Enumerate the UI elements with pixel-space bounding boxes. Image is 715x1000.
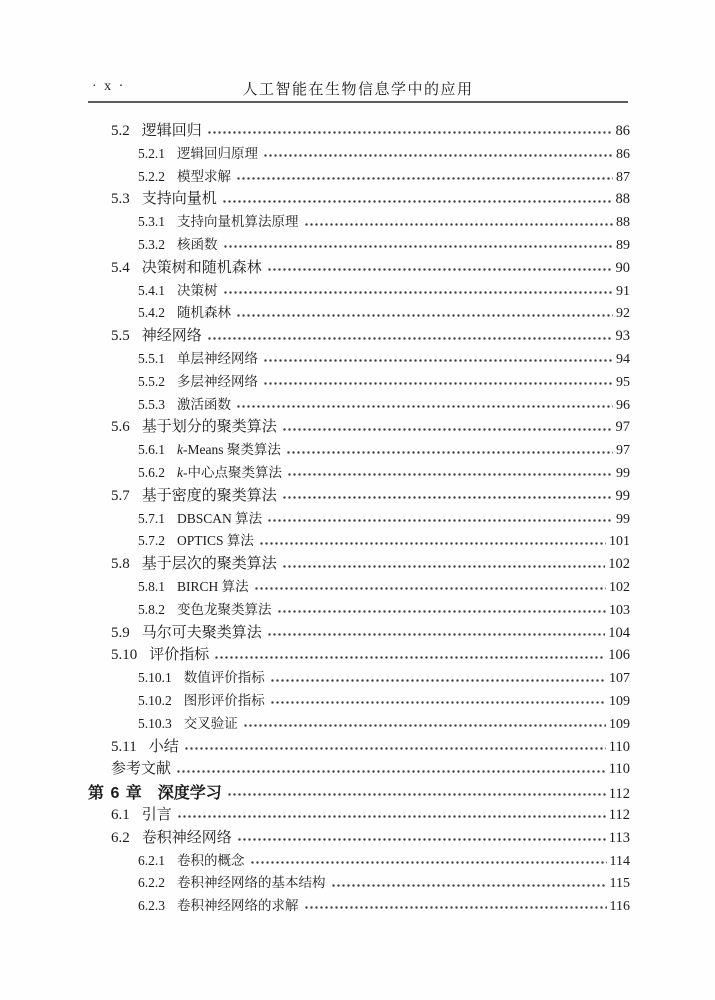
entry-title-text: 决策树和随机森林 — [141, 259, 262, 276]
entry-title — [184, 712, 238, 732]
toc-entry — [88, 393, 630, 416]
entry-title-text: 支持向量机 — [141, 191, 217, 208]
dot-leader — [331, 883, 607, 887]
entry-number: 5.4 — [111, 259, 130, 276]
entry-title-text: -Means 聚类算法 — [183, 442, 281, 458]
dot-leader — [263, 359, 613, 363]
entry-number: 5.8.1 — [138, 578, 165, 594]
dot-leader — [184, 746, 606, 750]
entry-page: 110 — [608, 761, 630, 778]
entry-page: 112 — [608, 806, 630, 823]
dot-leader — [176, 769, 606, 773]
entry-page: 89 — [616, 237, 630, 253]
toc-entry — [88, 142, 630, 165]
entry-title — [142, 621, 262, 642]
entry-number: 5.4.2 — [138, 305, 165, 321]
entry-page: 113 — [608, 829, 630, 846]
entry-page: 102 — [608, 556, 630, 573]
dot-leader — [267, 518, 613, 522]
entry-title — [142, 324, 202, 345]
dot-leader — [207, 336, 613, 340]
entry-title-text: 基于层次的聚类算法 — [141, 556, 277, 573]
entry-page: 86 — [616, 146, 630, 162]
entry-page: 102 — [609, 579, 630, 595]
entry-page: 114 — [609, 853, 630, 869]
entry-page: 96 — [616, 397, 630, 413]
entry-title — [177, 598, 272, 618]
dot-leader — [236, 404, 613, 408]
entry-title-text: 深度学习 — [157, 785, 222, 803]
dot-leader — [236, 176, 613, 180]
entry-number: 5.8 — [111, 556, 130, 573]
entry-title-text: BIRCH 算法 — [177, 578, 249, 594]
toc-entry — [88, 666, 630, 689]
dot-leader — [250, 860, 607, 864]
entry-title-text: 变色龙聚类算法 — [177, 601, 272, 617]
toc-entry — [88, 415, 630, 438]
entry-title-text: 随机森林 — [177, 305, 231, 321]
page-header — [88, 78, 628, 96]
toc-entry — [88, 461, 630, 484]
entry-title — [177, 507, 262, 527]
dot-leader — [282, 427, 613, 431]
entry-page: 104 — [608, 624, 630, 641]
entry-page: 99 — [615, 487, 630, 504]
page-number-marker: · x · — [92, 79, 126, 94]
entry-title-text: 决策树 — [177, 282, 218, 298]
dot-leader — [282, 564, 605, 568]
toc-entry — [88, 871, 630, 894]
entry-title — [177, 575, 249, 595]
entry-title — [177, 370, 258, 390]
toc-entry — [88, 324, 630, 347]
entry-number: 5.7.1 — [138, 510, 165, 526]
entry-title — [177, 529, 254, 549]
entry-title-text: 卷积神经网络的基本结构 — [177, 875, 326, 891]
entry-page: 97 — [616, 443, 630, 459]
toc-entry — [88, 735, 630, 758]
dot-leader — [243, 724, 606, 728]
entry-title-text: 马尔可夫聚类算法 — [141, 624, 262, 641]
entry-title — [142, 187, 217, 208]
entry-title-text: DBSCAN 算法 — [177, 510, 263, 526]
entry-title-text: 图形评价指标 — [183, 692, 265, 708]
toc-entry — [88, 438, 630, 461]
dot-leader — [267, 632, 605, 636]
entry-title — [149, 735, 179, 756]
entry-title-text: 逻辑回归原理 — [177, 145, 258, 161]
entry-page: 97 — [615, 419, 630, 436]
entry-page: 109 — [609, 693, 630, 709]
entry-title-text: 神经网络 — [141, 328, 202, 345]
entry-title — [142, 803, 172, 824]
entry-title-text: 基于划分的聚类算法 — [141, 419, 277, 436]
entry-number: 5.10.2 — [138, 692, 172, 708]
entry-title-text: OPTICS 算法 — [177, 533, 254, 549]
toc-entry — [88, 256, 630, 279]
dot-leader — [237, 838, 606, 842]
toc-list — [88, 119, 630, 917]
entry-page: 109 — [609, 716, 630, 732]
entry-title-text: 基于密度的聚类算法 — [141, 487, 277, 504]
entry-page: 101 — [609, 534, 630, 550]
entry-page: 93 — [615, 328, 630, 345]
toc-entry — [88, 826, 630, 849]
dot-leader — [177, 815, 606, 819]
toc-entry — [88, 598, 630, 621]
entry-title — [111, 757, 171, 778]
entry-number: 第 6 章 — [88, 785, 143, 803]
entry-title-text: 卷积神经网络的求解 — [177, 898, 299, 914]
entry-page: 103 — [609, 602, 630, 618]
toc-entry — [88, 165, 630, 188]
toc-entry — [88, 301, 630, 324]
entry-number: 6.2.3 — [138, 898, 165, 914]
dot-leader — [304, 222, 614, 226]
entry-page: 90 — [615, 259, 630, 276]
entry-number: 5.10.1 — [138, 670, 172, 686]
entry-title-text: 模型求解 — [177, 168, 231, 184]
entry-title — [184, 666, 265, 686]
entry-number: 5.10.3 — [138, 715, 172, 731]
entry-page: 99 — [616, 511, 630, 527]
toc-entry — [88, 484, 630, 507]
entry-title — [177, 849, 245, 869]
entry-page: 112 — [608, 786, 630, 803]
toc-entry — [88, 894, 630, 917]
entry-number: 5.4.1 — [138, 282, 165, 298]
entry-title — [177, 301, 231, 321]
entry-page: 110 — [608, 738, 630, 755]
entry-number: 5.11 — [111, 738, 137, 755]
toc-entry — [88, 575, 630, 598]
entry-page: 92 — [616, 306, 630, 322]
entry-page: 88 — [616, 215, 630, 231]
entry-title-italic: k — [177, 442, 183, 458]
header-rule — [88, 101, 628, 103]
entry-title — [177, 279, 218, 299]
entry-title — [158, 780, 222, 803]
toc-entry — [88, 552, 630, 575]
dot-leader — [259, 541, 606, 545]
toc-entry — [88, 187, 630, 210]
entry-number: 5.10 — [111, 647, 138, 664]
toc-entry — [88, 347, 630, 370]
dot-leader — [277, 610, 607, 614]
dot-leader — [227, 792, 606, 796]
dot-leader — [282, 496, 613, 500]
entry-title-text: 参考文献 — [111, 761, 172, 778]
entry-number: 5.5.3 — [138, 396, 165, 412]
entry-title-text: 评价指标 — [149, 647, 210, 664]
entry-number: 5.5 — [111, 328, 130, 345]
entry-title — [142, 552, 277, 573]
toc-entry — [88, 621, 630, 644]
entry-number: 6.2.1 — [138, 852, 165, 868]
entry-title — [177, 210, 299, 230]
entry-title-text: 小结 — [148, 738, 179, 755]
entry-title-text: 数值评价指标 — [183, 670, 265, 686]
entry-title — [177, 461, 282, 481]
dot-leader — [263, 382, 613, 386]
entry-title-text: 卷积神经网络 — [141, 829, 232, 846]
entry-title — [177, 233, 218, 253]
dot-leader — [263, 154, 613, 158]
entry-title-text: 激活函数 — [177, 396, 231, 412]
entry-title — [142, 484, 277, 505]
toc-entry — [88, 689, 630, 712]
entry-title — [177, 438, 281, 458]
entry-number: 5.2 — [111, 123, 130, 139]
toc-entry — [88, 119, 630, 142]
entry-number: 5.3 — [111, 191, 130, 208]
toc-entry — [88, 370, 630, 393]
entry-title — [142, 415, 277, 436]
dot-leader — [270, 678, 606, 682]
entry-title — [177, 347, 258, 367]
entry-title-italic: k — [177, 464, 183, 480]
entry-title-text: 单层神经网络 — [177, 350, 258, 366]
entry-number: 5.2.1 — [138, 145, 165, 161]
dot-leader — [267, 268, 613, 272]
entry-page: 107 — [609, 671, 630, 687]
toc-entry — [88, 712, 630, 735]
entry-title-text: 支持向量机算法原理 — [177, 214, 299, 230]
entry-number: 5.5.1 — [138, 350, 165, 366]
entry-page: 88 — [615, 191, 630, 208]
toc-entry — [88, 279, 630, 302]
toc-entry — [88, 233, 630, 256]
entry-page: 94 — [616, 351, 630, 367]
entry-title — [177, 165, 231, 185]
toc-entry — [88, 529, 630, 552]
toc-entry — [88, 757, 630, 780]
entry-page: 115 — [609, 876, 630, 892]
toc-entry — [88, 849, 630, 872]
entry-title-text: 逻辑回归 — [141, 123, 202, 139]
toc-entry — [88, 780, 630, 803]
toc-entry — [88, 210, 630, 233]
toc-entry — [88, 803, 630, 826]
entry-title — [184, 689, 265, 709]
entry-title — [177, 871, 326, 891]
dot-leader — [222, 199, 613, 203]
entry-number: 5.3.1 — [138, 214, 165, 230]
entry-title-text: 交叉验证 — [183, 715, 238, 731]
entry-title — [177, 393, 231, 413]
dot-leader — [214, 655, 605, 659]
entry-number: 5.5.2 — [138, 373, 165, 389]
entry-page: 95 — [616, 374, 630, 390]
entry-number: 5.6 — [111, 419, 130, 436]
entry-title-text: 卷积的概念 — [177, 852, 245, 868]
entry-page: 87 — [616, 169, 630, 185]
entry-number: 5.9 — [111, 624, 130, 641]
entry-number: 6.2.2 — [138, 875, 165, 891]
entry-title-text: -中心点聚类算法 — [183, 464, 282, 480]
entry-number: 5.3.2 — [138, 236, 165, 252]
entry-number: 6.1 — [111, 806, 130, 823]
entry-title — [177, 142, 258, 162]
dot-leader — [223, 245, 614, 249]
dot-leader — [286, 450, 613, 454]
entry-number: 6.2 — [111, 829, 130, 846]
entry-number: 5.7 — [111, 487, 130, 504]
dot-leader — [223, 290, 614, 294]
entry-number: 5.2.2 — [138, 168, 165, 184]
entry-title — [149, 643, 209, 664]
entry-page: 99 — [616, 465, 630, 481]
entry-page: 116 — [609, 899, 630, 915]
entry-title-text: 核函数 — [177, 236, 218, 252]
dot-leader — [287, 473, 613, 477]
entry-number: 5.8.2 — [138, 601, 165, 617]
entry-title-text: 多层神经网络 — [177, 373, 258, 389]
dot-leader — [304, 906, 607, 910]
entry-number: 5.6.2 — [138, 464, 165, 480]
entry-title — [142, 119, 202, 140]
entry-title-text: 引言 — [141, 806, 172, 823]
dot-leader — [270, 701, 606, 705]
entry-number: 5.7.2 — [138, 533, 165, 549]
entry-title — [177, 894, 299, 914]
entry-title — [142, 826, 232, 847]
toc-entry — [88, 507, 630, 530]
entry-page: 86 — [615, 123, 630, 139]
entry-number: 5.6.1 — [138, 442, 165, 458]
dot-leader — [254, 587, 606, 591]
dot-leader — [207, 131, 613, 135]
entry-page: 106 — [608, 647, 630, 664]
entry-page: 91 — [616, 283, 630, 299]
book-title: 人工智能在生物信息学中的应用 — [242, 82, 474, 98]
toc-entry — [88, 643, 630, 666]
dot-leader — [236, 313, 613, 317]
entry-title — [142, 256, 262, 277]
